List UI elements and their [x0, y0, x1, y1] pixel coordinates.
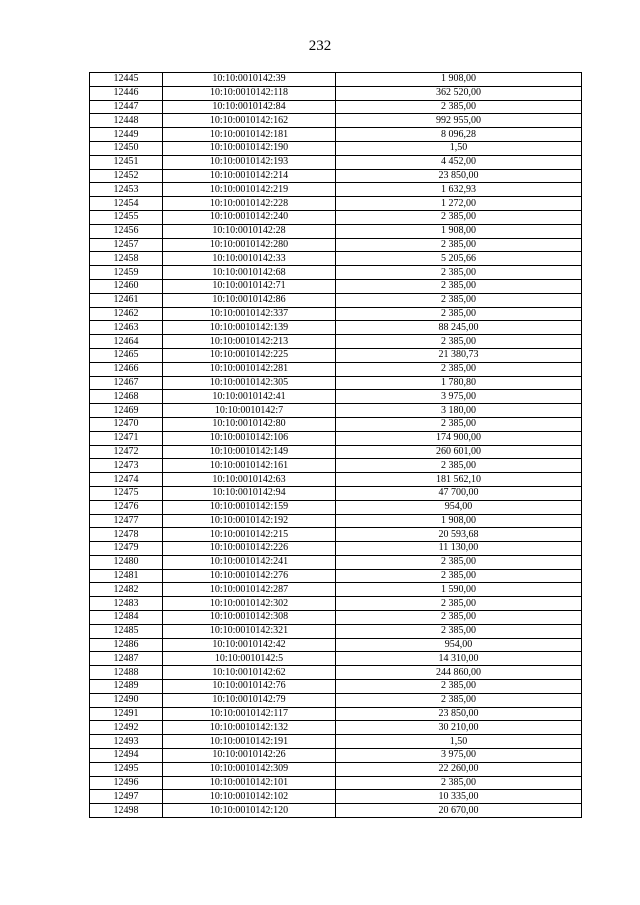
cadastral-number-cell: 10:10:0010142:214 — [163, 169, 336, 183]
amount-cell: 21 380,73 — [336, 348, 582, 362]
row-number-cell: 12473 — [90, 459, 163, 473]
amount-cell: 954,00 — [336, 500, 582, 514]
cadastral-number-cell: 10:10:0010142:240 — [163, 210, 336, 224]
amount-cell: 1 780,80 — [336, 376, 582, 390]
amount-cell: 2 385,00 — [336, 611, 582, 625]
row-number-cell: 12471 — [90, 431, 163, 445]
row-number-cell: 12486 — [90, 638, 163, 652]
amount-cell: 4 452,00 — [336, 155, 582, 169]
cadastral-number-cell: 10:10:0010142:161 — [163, 459, 336, 473]
table-row — [90, 238, 582, 252]
row-number-cell: 12496 — [90, 776, 163, 790]
cadastral-number-cell: 10:10:0010142:191 — [163, 735, 336, 749]
row-number-cell: 12474 — [90, 473, 163, 487]
amount-cell: 23 850,00 — [336, 169, 582, 183]
table-row — [90, 335, 582, 349]
row-number-cell: 12466 — [90, 362, 163, 376]
row-number-cell: 12485 — [90, 624, 163, 638]
row-number-cell: 12481 — [90, 569, 163, 583]
amount-cell: 5 205,66 — [336, 252, 582, 266]
row-number-cell: 12449 — [90, 128, 163, 142]
table-row — [90, 390, 582, 404]
amount-cell: 1 908,00 — [336, 514, 582, 528]
cadastral-number-cell: 10:10:0010142:76 — [163, 680, 336, 694]
table-row — [90, 486, 582, 500]
amount-cell: 2 385,00 — [336, 335, 582, 349]
table-row — [90, 404, 582, 418]
row-number-cell: 12480 — [90, 555, 163, 569]
amount-cell: 1 908,00 — [336, 73, 582, 87]
amount-cell: 174 900,00 — [336, 431, 582, 445]
cadastral-number-cell: 10:10:0010142:181 — [163, 128, 336, 142]
table-row — [90, 155, 582, 169]
amount-cell: 2 385,00 — [336, 624, 582, 638]
table-row — [90, 169, 582, 183]
table-row — [90, 224, 582, 238]
table-row — [90, 542, 582, 556]
cadastral-number-cell: 10:10:0010142:5 — [163, 652, 336, 666]
row-number-cell: 12498 — [90, 804, 163, 818]
table-row — [90, 804, 582, 818]
amount-cell: 2 385,00 — [336, 293, 582, 307]
table-row — [90, 348, 582, 362]
row-number-cell: 12492 — [90, 721, 163, 735]
cadastral-number-cell: 10:10:0010142:28 — [163, 224, 336, 238]
cadastral-number-cell: 10:10:0010142:39 — [163, 73, 336, 87]
table-row — [90, 638, 582, 652]
table-row — [90, 266, 582, 280]
row-number-cell: 12494 — [90, 749, 163, 763]
row-number-cell: 12461 — [90, 293, 163, 307]
cadastral-number-cell: 10:10:0010142:102 — [163, 790, 336, 804]
cadastral-number-cell: 10:10:0010142:118 — [163, 86, 336, 100]
row-number-cell: 12452 — [90, 169, 163, 183]
cadastral-number-cell: 10:10:0010142:84 — [163, 100, 336, 114]
cadastral-number-cell: 10:10:0010142:149 — [163, 445, 336, 459]
row-number-cell: 12450 — [90, 141, 163, 155]
cadastral-number-cell: 10:10:0010142:241 — [163, 555, 336, 569]
table-row — [90, 197, 582, 211]
row-number-cell: 12497 — [90, 790, 163, 804]
cadastral-number-cell: 10:10:0010142:63 — [163, 473, 336, 487]
amount-cell: 88 245,00 — [336, 321, 582, 335]
amount-cell: 3 975,00 — [336, 749, 582, 763]
amount-cell: 47 700,00 — [336, 486, 582, 500]
amount-cell: 14 310,00 — [336, 652, 582, 666]
amount-cell: 2 385,00 — [336, 417, 582, 431]
cadastral-number-cell: 10:10:0010142:159 — [163, 500, 336, 514]
cadastral-number-cell: 10:10:0010142:68 — [163, 266, 336, 280]
amount-cell: 2 385,00 — [336, 597, 582, 611]
cadastral-number-cell: 10:10:0010142:225 — [163, 348, 336, 362]
table-row — [90, 100, 582, 114]
amount-cell: 23 850,00 — [336, 707, 582, 721]
amount-cell: 11 130,00 — [336, 542, 582, 556]
row-number-cell: 12455 — [90, 210, 163, 224]
table-row — [90, 693, 582, 707]
table-row — [90, 307, 582, 321]
row-number-cell: 12457 — [90, 238, 163, 252]
cadastral-number-cell: 10:10:0010142:309 — [163, 762, 336, 776]
cadastral-number-cell: 10:10:0010142:132 — [163, 721, 336, 735]
cadastral-number-cell: 10:10:0010142:276 — [163, 569, 336, 583]
row-number-cell: 12479 — [90, 542, 163, 556]
cadastral-number-cell: 10:10:0010142:120 — [163, 804, 336, 818]
table-row — [90, 611, 582, 625]
amount-cell: 1 632,93 — [336, 183, 582, 197]
cadastral-number-cell: 10:10:0010142:26 — [163, 749, 336, 763]
row-number-cell: 12446 — [90, 86, 163, 100]
table-row — [90, 721, 582, 735]
table-row — [90, 376, 582, 390]
row-number-cell: 12489 — [90, 680, 163, 694]
cadastral-number-cell: 10:10:0010142:302 — [163, 597, 336, 611]
cadastral-number-cell: 10:10:0010142:106 — [163, 431, 336, 445]
amount-cell: 30 210,00 — [336, 721, 582, 735]
cadastral-number-cell: 10:10:0010142:192 — [163, 514, 336, 528]
amount-cell: 2 385,00 — [336, 362, 582, 376]
amount-cell: 20 670,00 — [336, 804, 582, 818]
row-number-cell: 12445 — [90, 73, 163, 87]
amount-cell: 2 385,00 — [336, 555, 582, 569]
row-number-cell: 12464 — [90, 335, 163, 349]
row-number-cell: 12454 — [90, 197, 163, 211]
row-number-cell: 12490 — [90, 693, 163, 707]
table-row — [90, 73, 582, 87]
cadastral-number-cell: 10:10:0010142:337 — [163, 307, 336, 321]
row-number-cell: 12493 — [90, 735, 163, 749]
amount-cell: 8 096,28 — [336, 128, 582, 142]
amount-cell: 1,50 — [336, 141, 582, 155]
table-row — [90, 680, 582, 694]
amount-cell: 2 385,00 — [336, 459, 582, 473]
row-number-cell: 12487 — [90, 652, 163, 666]
table-row — [90, 749, 582, 763]
table-row — [90, 114, 582, 128]
cadastral-number-cell: 10:10:0010142:42 — [163, 638, 336, 652]
row-number-cell: 12460 — [90, 279, 163, 293]
table-row — [90, 707, 582, 721]
table-row — [90, 652, 582, 666]
table-row — [90, 514, 582, 528]
table-row — [90, 473, 582, 487]
cadastral-number-cell: 10:10:0010142:287 — [163, 583, 336, 597]
cadastral-number-cell: 10:10:0010142:7 — [163, 404, 336, 418]
cadastral-number-cell: 10:10:0010142:162 — [163, 114, 336, 128]
cadastral-number-cell: 10:10:0010142:281 — [163, 362, 336, 376]
table-row — [90, 210, 582, 224]
amount-cell: 2 385,00 — [336, 680, 582, 694]
amount-cell: 181 562,10 — [336, 473, 582, 487]
table-row — [90, 362, 582, 376]
table-row — [90, 431, 582, 445]
table-row — [90, 293, 582, 307]
table-row — [90, 583, 582, 597]
row-number-cell: 12470 — [90, 417, 163, 431]
cadastral-number-cell: 10:10:0010142:280 — [163, 238, 336, 252]
table-row — [90, 252, 582, 266]
amount-cell: 2 385,00 — [336, 100, 582, 114]
row-number-cell: 12484 — [90, 611, 163, 625]
table-row — [90, 279, 582, 293]
row-number-cell: 12458 — [90, 252, 163, 266]
cadastral-number-cell: 10:10:0010142:62 — [163, 666, 336, 680]
data-table — [89, 72, 582, 818]
cadastral-number-cell: 10:10:0010142:215 — [163, 528, 336, 542]
amount-cell: 2 385,00 — [336, 693, 582, 707]
amount-cell: 1 590,00 — [336, 583, 582, 597]
table-row — [90, 790, 582, 804]
row-number-cell: 12495 — [90, 762, 163, 776]
row-number-cell: 12469 — [90, 404, 163, 418]
table-row — [90, 735, 582, 749]
cadastral-number-cell: 10:10:0010142:308 — [163, 611, 336, 625]
cadastral-number-cell: 10:10:0010142:101 — [163, 776, 336, 790]
cadastral-number-cell: 10:10:0010142:228 — [163, 197, 336, 211]
cadastral-number-cell: 10:10:0010142:80 — [163, 417, 336, 431]
table-row — [90, 321, 582, 335]
cadastral-number-cell: 10:10:0010142:305 — [163, 376, 336, 390]
amount-cell: 2 385,00 — [336, 266, 582, 280]
amount-cell: 362 520,00 — [336, 86, 582, 100]
amount-cell: 3 975,00 — [336, 390, 582, 404]
table-row — [90, 128, 582, 142]
amount-cell: 1 908,00 — [336, 224, 582, 238]
table-row — [90, 86, 582, 100]
cadastral-number-cell: 10:10:0010142:71 — [163, 279, 336, 293]
amount-cell: 992 955,00 — [336, 114, 582, 128]
cadastral-number-cell: 10:10:0010142:33 — [163, 252, 336, 266]
amount-cell: 1 272,00 — [336, 197, 582, 211]
cadastral-number-cell: 10:10:0010142:117 — [163, 707, 336, 721]
amount-cell: 22 260,00 — [336, 762, 582, 776]
table-row — [90, 666, 582, 680]
table-row — [90, 569, 582, 583]
amount-cell: 2 385,00 — [336, 569, 582, 583]
cadastral-number-cell: 10:10:0010142:193 — [163, 155, 336, 169]
table-row — [90, 624, 582, 638]
row-number-cell: 12472 — [90, 445, 163, 459]
amount-cell: 1,50 — [336, 735, 582, 749]
table-row — [90, 776, 582, 790]
amount-cell: 20 593,68 — [336, 528, 582, 542]
row-number-cell: 12465 — [90, 348, 163, 362]
cadastral-number-cell: 10:10:0010142:94 — [163, 486, 336, 500]
amount-cell: 954,00 — [336, 638, 582, 652]
row-number-cell: 12447 — [90, 100, 163, 114]
amount-cell: 260 601,00 — [336, 445, 582, 459]
row-number-cell: 12456 — [90, 224, 163, 238]
table-row — [90, 141, 582, 155]
cadastral-number-cell: 10:10:0010142:219 — [163, 183, 336, 197]
amount-cell: 2 385,00 — [336, 776, 582, 790]
row-number-cell: 12483 — [90, 597, 163, 611]
row-number-cell: 12462 — [90, 307, 163, 321]
row-number-cell: 12477 — [90, 514, 163, 528]
row-number-cell: 12491 — [90, 707, 163, 721]
cadastral-number-cell: 10:10:0010142:321 — [163, 624, 336, 638]
row-number-cell: 12476 — [90, 500, 163, 514]
cadastral-number-cell: 10:10:0010142:86 — [163, 293, 336, 307]
row-number-cell: 12478 — [90, 528, 163, 542]
row-number-cell: 12448 — [90, 114, 163, 128]
amount-cell: 2 385,00 — [336, 210, 582, 224]
row-number-cell: 12459 — [90, 266, 163, 280]
cadastral-number-cell: 10:10:0010142:190 — [163, 141, 336, 155]
amount-cell: 10 335,00 — [336, 790, 582, 804]
cadastral-number-cell: 10:10:0010142:139 — [163, 321, 336, 335]
table-row — [90, 183, 582, 197]
cadastral-number-cell: 10:10:0010142:226 — [163, 542, 336, 556]
amount-cell: 2 385,00 — [336, 307, 582, 321]
amount-cell: 2 385,00 — [336, 238, 582, 252]
table-row — [90, 528, 582, 542]
cadastral-number-cell: 10:10:0010142:213 — [163, 335, 336, 349]
row-number-cell: 12463 — [90, 321, 163, 335]
cadastral-number-cell: 10:10:0010142:41 — [163, 390, 336, 404]
table-row — [90, 762, 582, 776]
table-row — [90, 597, 582, 611]
row-number-cell: 12488 — [90, 666, 163, 680]
row-number-cell: 12453 — [90, 183, 163, 197]
page-number: 232 — [308, 38, 332, 54]
table-row — [90, 459, 582, 473]
amount-cell: 244 860,00 — [336, 666, 582, 680]
amount-cell: 3 180,00 — [336, 404, 582, 418]
row-number-cell: 12468 — [90, 390, 163, 404]
row-number-cell: 12467 — [90, 376, 163, 390]
row-number-cell: 12475 — [90, 486, 163, 500]
table-row — [90, 500, 582, 514]
table-row — [90, 445, 582, 459]
amount-cell: 2 385,00 — [336, 279, 582, 293]
table-body — [90, 73, 582, 818]
table-row — [90, 417, 582, 431]
row-number-cell: 12482 — [90, 583, 163, 597]
cadastral-number-cell: 10:10:0010142:79 — [163, 693, 336, 707]
table-row — [90, 555, 582, 569]
row-number-cell: 12451 — [90, 155, 163, 169]
